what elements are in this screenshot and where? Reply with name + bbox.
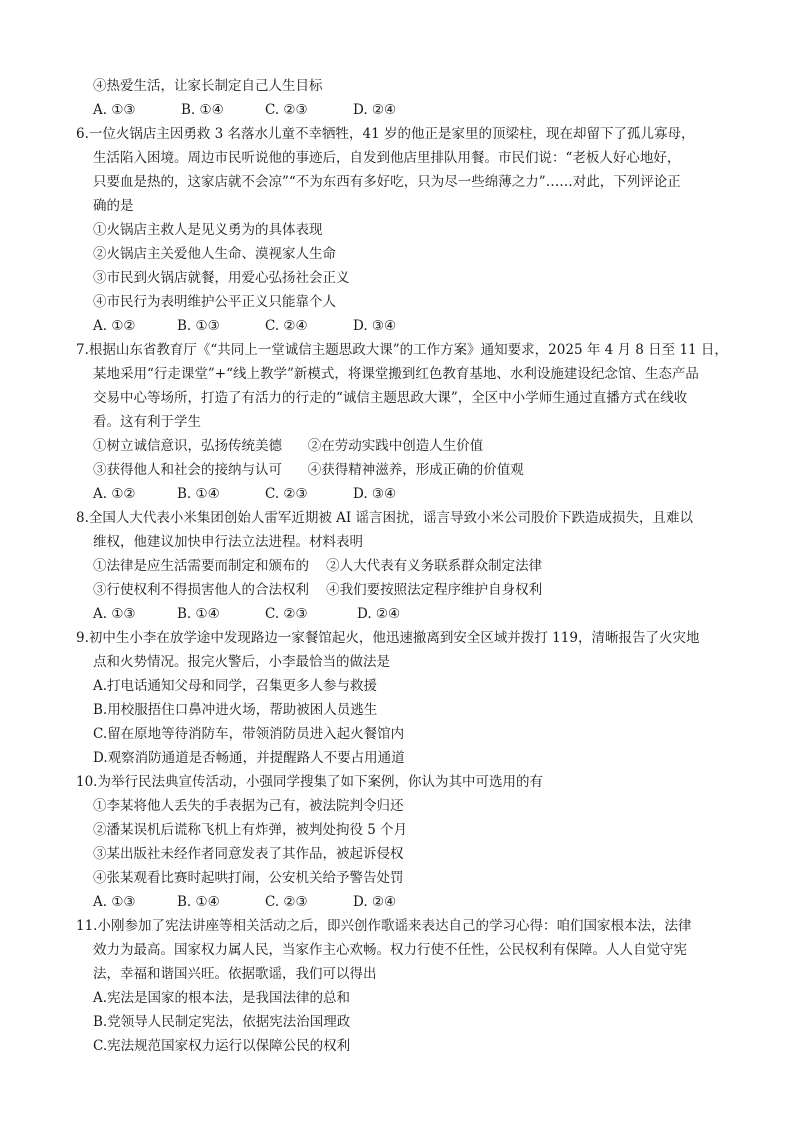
q9-stem-line-2: 点和火势情况。报完火警后，小李最恰当的做法是 xyxy=(93,654,390,670)
q11-option-c: C.宪法规范国家权力运行以保障公民的权利 xyxy=(93,1038,351,1054)
q11-option-b: B.党领导人民制定宪法，依据宪法治国理政 xyxy=(93,1014,351,1030)
q11-option-a: A.宪法是国家的根本法，是我国法律的总和 xyxy=(93,990,351,1006)
choice-c: C. ②④ xyxy=(265,318,308,334)
q6-stem-line-4: 确的是 xyxy=(93,198,134,214)
q7-options-row-2: ③获得他人和社会的接纳与认可 ④获得精神滋养，形成正确的价值观 xyxy=(93,462,524,478)
choice-b: B. ①④ xyxy=(177,894,220,910)
q9-option-d: D.观察消防通道是否畅通，并提醒路人不要占用通道 xyxy=(93,750,405,766)
choice-d: D. ②④ xyxy=(357,606,401,622)
q10-option-1: ①李某将他人丢失的手表据为己有，被法院判令归还 xyxy=(93,798,404,814)
q8-options-row-2: ③行使权利不得损害他人的合法权利 ④我们要按照法定程序维护自身权利 xyxy=(93,582,543,598)
choice-a: A. ①② xyxy=(93,318,136,334)
q10-option-2: ②潘某误机后谎称飞机上有炸弹，被判处拘役 5 个月 xyxy=(93,822,408,838)
q5-choices xyxy=(93,100,396,120)
q11-stem-line-2: 效力为最高。国家权力属人民，当家作主心欢畅。权力行使不任性，公民权利有保障。人人自觉守宪 xyxy=(93,942,687,958)
q6-option-2: ②火锅店主关爱他人生命、漠视家人生命 xyxy=(93,246,336,262)
q8-options-row-1: ①法律是应生活需要而制定和颁布的 ②人大代表有义务联系群众制定法律 xyxy=(93,558,543,574)
q5-option-4: ④热爱生活，让家长制定自己人生目标 xyxy=(93,78,323,94)
choice-c: C. ②③ xyxy=(265,894,308,910)
q6-option-4: ④市民行为表明维护公平正义只能靠个人 xyxy=(93,294,336,310)
q7-stem-line-2: 某地采用“行走课堂”+“线上教学”新模式，将课堂搬到红色教育基地、水利设施建设纪念馆、生态产品 xyxy=(93,366,699,382)
q8-stem-line-2: 维权，他建议加快申行法立法进程。材料表明 xyxy=(93,534,363,550)
choice-b: B. ①④ xyxy=(181,102,224,118)
q7-stem-line-3: 交易中心等场所，打造了有活力的行走的“诚信主题思政大课”，全区中小学师生通过直播方式在线收 xyxy=(93,390,688,406)
choice-b: B. ①③ xyxy=(177,318,220,334)
q10-choices xyxy=(93,892,396,912)
q6-stem-line-1: 6.一位火锅店主因勇救 3 名落水儿童不幸牺牲，41 岁的他正是家里的顶梁柱，现在却留下了孤儿寡母， xyxy=(76,126,695,142)
choice-d: D. ③④ xyxy=(353,486,397,502)
choice-d: D. ②④ xyxy=(353,894,397,910)
q7-stem-line-4: 看。这有利于学生 xyxy=(93,414,201,430)
q11-stem-line-3: 法，幸福和谐国兴旺。依据歌谣，我们可以得出 xyxy=(93,966,377,982)
choice-c: C. ②③ xyxy=(265,102,308,118)
choice-a: A. ①③ xyxy=(93,102,136,118)
q8-choices xyxy=(93,604,400,624)
q7-options-row-1: ①树立诚信意识，弘扬传统美德 ②在劳动实践中创造人生价值 xyxy=(93,438,484,454)
q7-stem-line-1: 7.根据山东省教育厅《“共同上一堂诚信主题思政大课”的工作方案》通知要求，2025 年 4 月 8 日至 11 日， xyxy=(76,342,728,358)
choice-a: A. ①③ xyxy=(93,894,136,910)
choice-d: D. ③④ xyxy=(353,318,397,334)
q6-choices xyxy=(93,316,396,336)
q9-option-a: A.打电话通知父母和同学，召集更多人参与救援 xyxy=(93,678,378,694)
q8-stem-line-1: 8.全国人大代表小米集团创始人雷军近期被 AI 谣言困扰，谣言导致小米公司股价下跌造成损失，且难以 xyxy=(76,510,694,526)
q10-option-3: ③某出版社未经作者同意发表了其作品，被起诉侵权 xyxy=(93,846,404,862)
q9-option-b: B.用校服捂住口鼻冲进火场，帮助被困人员逃生 xyxy=(93,702,378,718)
q9-option-c: C.留在原地等待消防车，带领消防员进入起火餐馆内 xyxy=(93,726,405,742)
q6-option-3: ③市民到火锅店就餐，用爱心弘扬社会正义 xyxy=(93,270,350,286)
choice-c: C. ②③ xyxy=(265,606,308,622)
choice-c: C. ②③ xyxy=(265,486,308,502)
choice-b: B. ①④ xyxy=(177,606,220,622)
choice-a: A. ①② xyxy=(93,486,136,502)
q10-option-4: ④张某观看比赛时起哄打闹，公安机关给予警告处罚 xyxy=(93,870,404,886)
q6-option-1: ①火锅店主救人是见义勇为的具体表现 xyxy=(93,222,323,238)
q7-choices xyxy=(93,484,396,504)
choice-d: D. ②④ xyxy=(353,102,397,118)
q6-stem-line-2: 生活陷入困境。周边市民听说他的事迹后，自发到他店里排队用餐。市民们说：“老板人好心地好， xyxy=(93,150,681,166)
q6-stem-line-3: 只要血是热的，这家店就不会凉”“不为东西有多好吃，只为尽一些绵薄之力”……对此，下列评论正 xyxy=(93,174,681,190)
q10-stem-line-1: 10.为举行民法典宣传活动，小强同学搜集了如下案例，你认为其中可选用的有 xyxy=(76,774,543,790)
choice-b: B. ①④ xyxy=(177,486,220,502)
q11-stem-line-1: 11.小刚参加了宪法讲座等相关活动之后，即兴创作歌谣来表达自己的学习心得：咱们国家根本法，法律 xyxy=(76,918,692,934)
choice-a: A. ①③ xyxy=(93,606,136,622)
q9-stem-line-1: 9.初中生小李在放学途中发现路边一家餐馆起火，他迅速撤离到安全区域并拨打 119，清晰报告了火灾地 xyxy=(76,630,700,646)
